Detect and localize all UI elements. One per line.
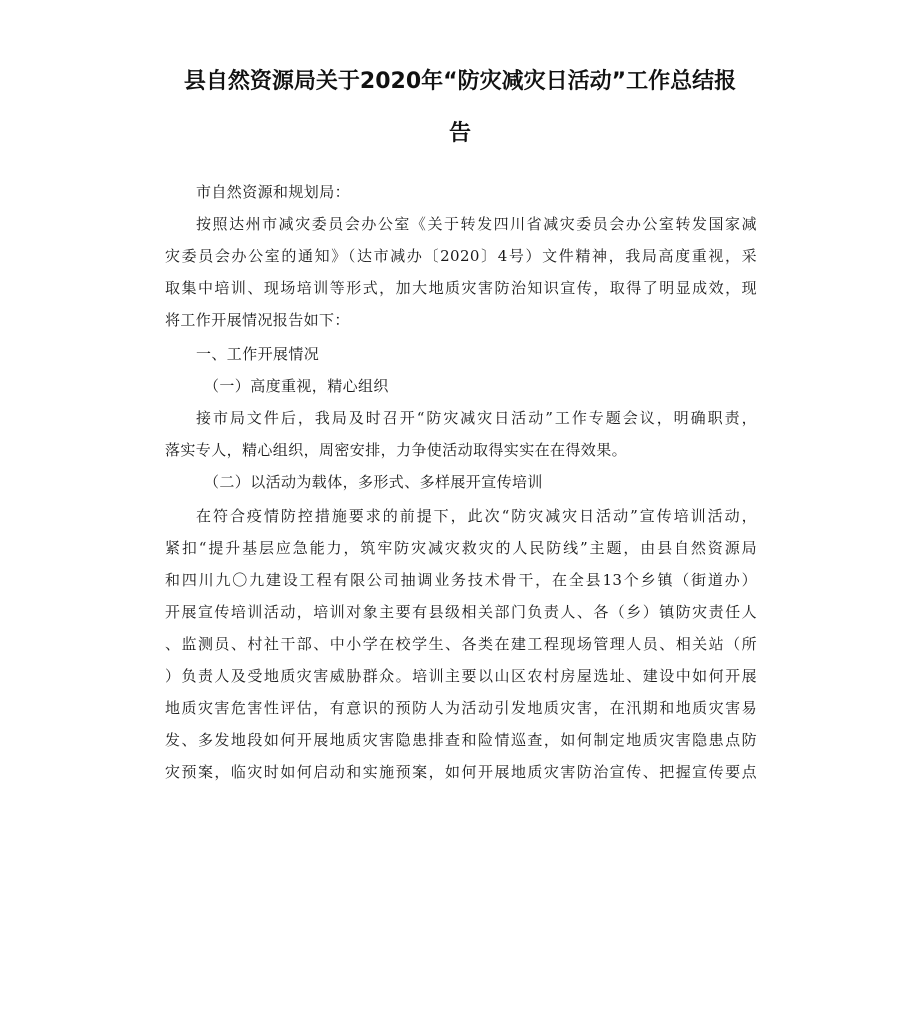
paragraph-3-line-4: 开展宣传培训活动，培训对象主要有县级相关部门负责人、各（乡）镇防灾责任人 [165,603,757,621]
paragraph-3-line-3: 和四川九〇九建设工程有限公司抽调业务技术骨干，在全县13个乡镇（街道办） [165,571,757,589]
paragraph-2-line-1: 接市局文件后，我局及时召开“防灾减灾日活动”工作专题会议，明确职责， [196,409,757,427]
paragraph-3-line-8: 发、多发地段如何开展地质灾害隐患排查和险情巡查，如何制定地质灾害隐患点防 [165,731,757,749]
paragraph-3-line-5: 、监测员、村社干部、中小学在校学生、各类在建工程现场管理人员、相关站（所 [165,635,757,653]
subsection-heading-2: （二）以活动为载体，多形式、多样展开宣传培训 [204,473,543,491]
paragraph-3-line-9: 灾预案，临灾时如何启动和实施预案，如何开展地质灾害防治宣传、把握宣传要点 [165,763,757,781]
paragraph-3-line-1: 在符合疫情防控措施要求的前提下，此次“防灾减灾日活动”宣传培训活动， [196,507,757,525]
paragraph-3-line-6: ）负责人及受地质灾害威胁群众。培训主要以山区农村房屋选址、建设中如何开展 [165,667,757,685]
paragraph-1-line-4: 将工作开展情况报告如下： [165,311,350,329]
paragraph-2-line-2: 落实专人，精心组织，周密安排，力争使活动取得实实在在得效果。 [165,441,628,459]
paragraph-3-line-7: 地质灾害危害性评估，有意识的预防人为活动引发地质灾害，在汛期和地质灾害易 [165,699,757,717]
document-title-line-1: 县自然资源局关于2020年“防灾减灾日活动”工作总结报 [183,69,737,94]
paragraph-3-line-2: 紧扣“提升基层应急能力，筑牢防灾减灾救灾的人民防线”主题，由县自然资源局 [165,539,757,557]
document-title-line-2: 告 [448,121,471,146]
section-heading-1: 一、工作开展情况 [196,345,320,363]
paragraph-1-line-2: 灾委员会办公室的通知》（达市减办〔2020〕4号）文件精神，我局高度重视，采 [165,247,757,265]
salutation: 市自然资源和规划局： [196,183,351,201]
paragraph-1-line-1: 按照达州市减灾委员会办公室《关于转发四川省减灾委员会办公室转发国家减 [196,215,757,233]
paragraph-1-line-3: 取集中培训、现场培训等形式，加大地质灾害防治知识宣传，取得了明显成效，现 [165,279,757,297]
subsection-heading-1: （一）高度重视，精心组织 [204,377,389,395]
